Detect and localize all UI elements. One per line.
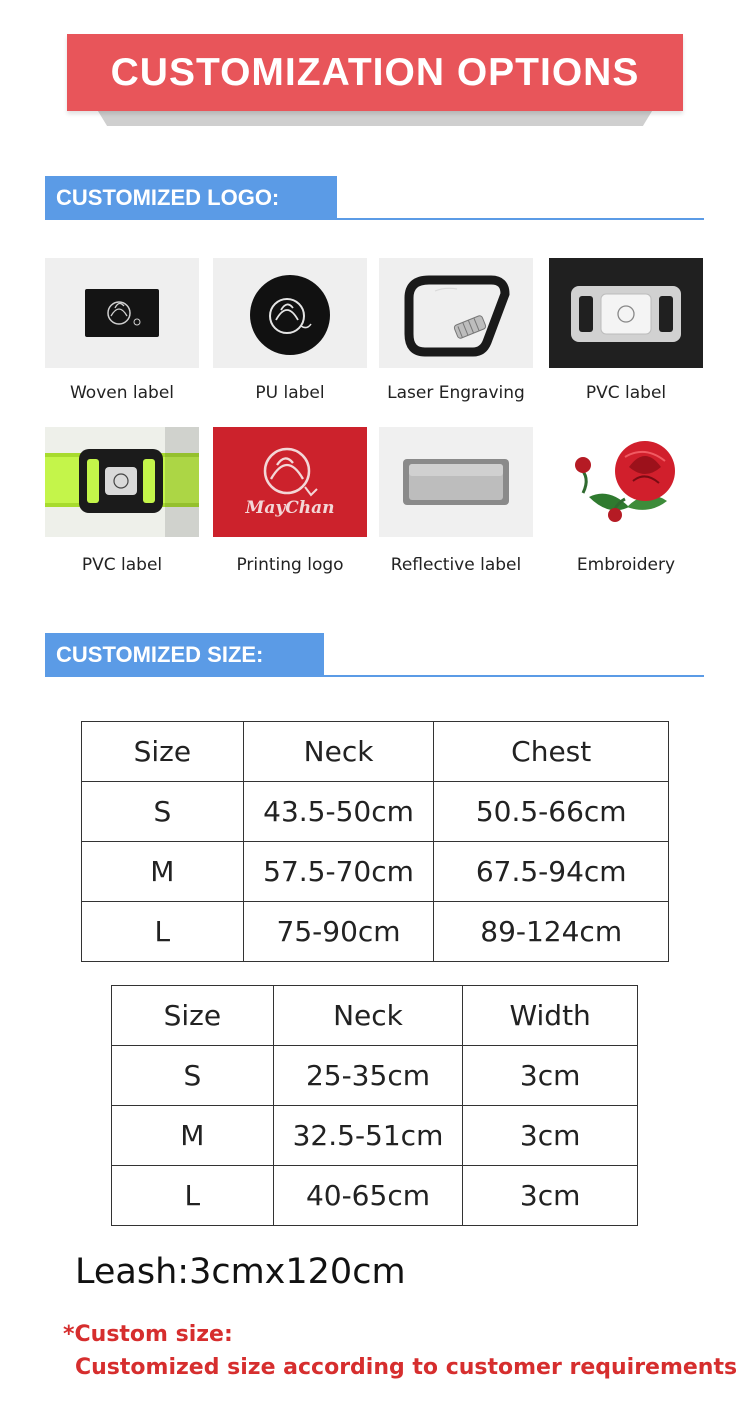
table-cell: S (82, 782, 244, 842)
logo-caption-4: PVC label (585, 383, 667, 403)
table-row (82, 902, 669, 962)
table-cell: 75-90cm (243, 902, 434, 962)
carabiner-image (379, 258, 533, 368)
logo-caption-3: Laser Engraving (387, 383, 525, 403)
table-cell: 25-35cm (273, 1046, 463, 1106)
table-header-row (82, 722, 669, 782)
table-row (112, 1166, 638, 1226)
table-row (112, 1046, 638, 1106)
logo-section-header (45, 176, 704, 220)
logo-section-divider (45, 218, 704, 220)
table-header-row (112, 986, 638, 1046)
table-cell: L (82, 902, 244, 962)
table-header-cell: Neck (243, 722, 434, 782)
neon-collar-image (45, 427, 199, 537)
buckle-image (549, 258, 703, 368)
collar-size-table (111, 985, 638, 1226)
brand-text: MayChan (245, 498, 335, 518)
table-header-cell: Chest (434, 722, 669, 782)
table-header-cell: Size (82, 722, 244, 782)
table-header-cell: Neck (273, 986, 463, 1046)
table-cell: 3cm (463, 1166, 638, 1226)
page-title-banner: CUSTOMIZATION OPTIONS (67, 34, 683, 111)
logo-caption-5: PVC label (81, 555, 163, 575)
woven-label-image (45, 258, 199, 368)
logo-caption-2: PU label (255, 383, 325, 403)
table-cell: 67.5-94cm (434, 842, 669, 902)
table-row (112, 1106, 638, 1166)
table-header-cell: Size (112, 986, 274, 1046)
table-cell: 3cm (463, 1046, 638, 1106)
table-cell: 57.5-70cm (243, 842, 434, 902)
size-section-header (45, 633, 704, 677)
table-cell: L (112, 1166, 274, 1226)
rose-embroidery-image (549, 427, 703, 537)
leash-size-text: Leash:3cmx120cm (75, 1252, 406, 1292)
table-cell: 32.5-51cm (273, 1106, 463, 1166)
table-cell: M (112, 1106, 274, 1166)
size-section-title: CUSTOMIZED SIZE: (45, 633, 324, 676)
harness-size-table (81, 721, 669, 962)
custom-size-note-text: Customized size according to customer requirements (75, 1355, 738, 1380)
logo-caption-8: Embroidery (576, 555, 676, 575)
table-cell: M (82, 842, 244, 902)
pu-label-image (213, 258, 367, 368)
table-cell: S (112, 1046, 274, 1106)
table-row (82, 782, 669, 842)
table-header-cell: Width (463, 986, 638, 1046)
custom-size-note-title: *Custom size: (63, 1322, 233, 1347)
table-cell: 43.5-50cm (243, 782, 434, 842)
table-cell: 3cm (463, 1106, 638, 1166)
table-cell: 40-65cm (273, 1166, 463, 1226)
logo-caption-6: Printing logo (236, 555, 344, 575)
logo-caption-7: Reflective label (390, 555, 522, 575)
printed-logo-image (213, 427, 367, 537)
reflective-patch-image (379, 427, 533, 537)
logo-section-title: CUSTOMIZED LOGO: (45, 176, 337, 219)
table-cell: 50.5-66cm (434, 782, 669, 842)
size-section-divider (45, 675, 704, 677)
table-row (82, 842, 669, 902)
table-cell: 89-124cm (434, 902, 669, 962)
logo-caption-1: Woven label (69, 383, 175, 403)
